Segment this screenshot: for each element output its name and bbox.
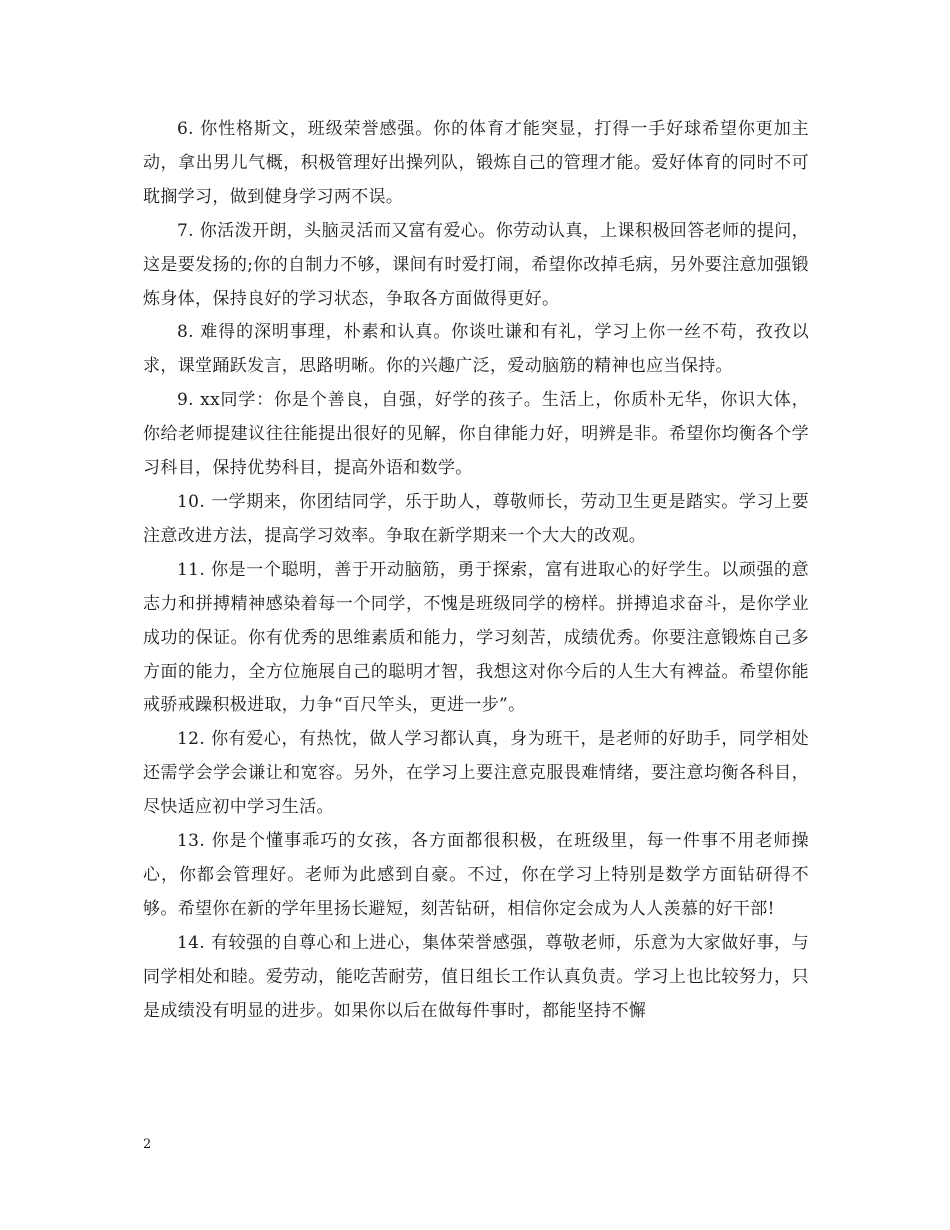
comment-paragraph-14: 14. 有较强的自尊心和上进心，集体荣誉感强，尊敬老师，乐意为大家做好事，与同学相处和睦。爱劳动，能吃苦耐劳，值日组长工作认真负责。学习上也比较努力，只是成绩没有明显的进步。如果你以后在做每件事时，都能坚持不懈 xyxy=(143,932,809,1021)
comment-paragraph-8: 8. 难得的深明事理，朴素和认真。你谈吐谦和有礼，学习上你一丝不苟，孜孜以求，课堂踊跃发言，思路明晰。你的兴趣广泛，爱动脑筋的精神也应当保持。 xyxy=(143,322,809,377)
comment-paragraph-9: 9. xx同学：你是个善良，自强，好学的孩子。生活上，你质朴无华，你识大体，你给老师提建议往往能提出很好的见解，你自律能力好，明辨是非。希望你均衡各个学习科目，保持优势科目，提高外语和数学。 xyxy=(143,390,809,479)
comment-paragraph-13: 13. 你是个懂事乖巧的女孩，各方面都很积极，在班级里，每一件事不用老师操心，你都会管理好。老师为此感到自豪。不过，你在学习上特别是数学方面钻研得不够。希望你在新的学年里扬长避短，刻苦钻研，相信你定会成为人人羡慕的好干部! xyxy=(143,831,809,919)
comment-paragraph-7: 7. 你活泼开朗，头脑灵活而又富有爱心。你劳动认真，上课积极回答老师的提问，这是要发扬的;你的自制力不够，课间有时爱打闹，希望你改掉毛病，另外要注意加强锻炼身体，保持良好的学习状态，争取各方面做得更好。 xyxy=(143,220,809,309)
comment-paragraph-6: 6. 你性格斯文，班级荣誉感强。你的体育才能突显，打得一手好球希望你更加主动，拿出男儿气概，积极管理好出操列队，锻炼自己的管理才能。爱好体育的同时不可耽搁学习，做到健身学习两不误。 xyxy=(143,119,809,207)
comment-paragraph-12: 12. 你有爱心，有热忱，做人学习都认真，身为班干，是老师的好助手，同学相处还需学会学会谦让和宽容。另外，在学习上要注意克服畏难情绪，要注意均衡各科目，尽快适应初中学习生活。 xyxy=(143,729,809,818)
comment-paragraph-11: 11. 你是一个聪明，善于开动脑筋，勇于探索，富有进取心的好学生。以顽强的意志力和拼搏精神感染着每一个同学，不愧是班级同学的榜样。拼搏追求奋斗，是你学业成功的保证。你有优秀的思维素质和能力，学习刻苦，成绩优秀。你要注意锻炼自己多方面的能力，全方位施展自己的聪明才智，我想这对你今后的人生大有裨益。希望你能戒骄戒躁积极进取，力争“百尺竿头，更进一步”。 xyxy=(143,559,809,716)
comment-paragraph-10: 10. 一学期来，你团结同学，乐于助人，尊敬师长，劳动卫生更是踏实。学习上要注意改进方法，提高学习效率。争取在新学期来一个大大的改观。 xyxy=(143,491,809,546)
page-body xyxy=(143,113,809,1028)
page-number: 2 xyxy=(143,1137,152,1152)
